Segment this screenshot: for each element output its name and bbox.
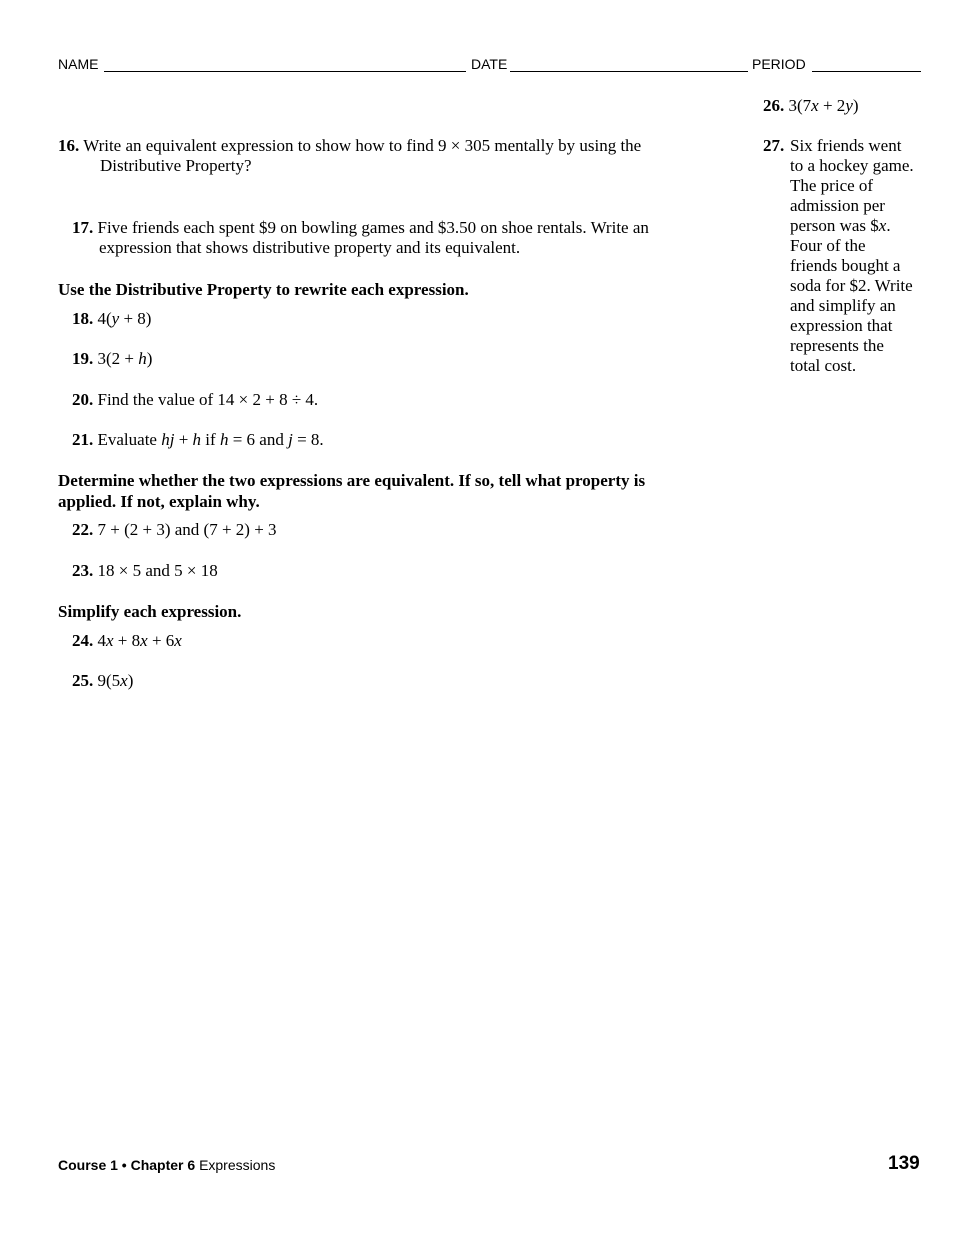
name-label: NAME [58, 56, 99, 72]
question-number: 18. [72, 309, 94, 328]
question-27 [763, 136, 784, 156]
question-26: 26. 3(7x + 2y) [763, 96, 859, 115]
question-text: Five friends each spent $9 on bowling games and $3.50 on shoe rentals. Write an expression that shows distributive property and its equivalent. [97, 218, 649, 257]
question-number: 16. [58, 136, 80, 155]
question-number: 26. [763, 96, 785, 115]
question-19: 19. 3(2 + h) [72, 349, 153, 368]
instruction-equivalent: Determine whether the two expressions are equivalent. If so, tell what property is applied. If not, explain why. [58, 471, 646, 511]
question-number: 21. [72, 430, 94, 449]
period-field-line[interactable] [812, 71, 921, 72]
question-number: 24. [72, 631, 94, 650]
question-24: 24. 4x + 8x + 6x [72, 631, 182, 650]
question-text: 18 × 5 and 5 × 18 [97, 561, 218, 580]
period-label: PERIOD [752, 56, 806, 72]
question-22 [72, 520, 277, 540]
question-25: 25. 9(5x) [72, 671, 134, 690]
question-23 [72, 561, 218, 581]
question-number: 19. [72, 349, 94, 368]
question-18: 18. 4(y + 8) [72, 309, 152, 328]
name-field-line[interactable] [104, 71, 466, 72]
question-text: Find the value of 14 × 2 + 8 ÷ 4. [97, 390, 319, 409]
question-text: 7 + (2 + 3) and (7 + 2) + 3 [97, 520, 277, 539]
instruction-distributive: Use the Distributive Property to rewrite each expression. [58, 280, 469, 299]
instruction-simplify: Simplify each expression. [58, 602, 242, 621]
question-number: 23. [72, 561, 94, 580]
question-number: 20. [72, 390, 94, 409]
question-27-text: Six friends went to a hockey game. The price of admission per person was $x. Four of the friends bought a soda for $2. Write and simplify an expression that represents the total cost. [790, 136, 914, 375]
question-21: 21. Evaluate hj + h if h = 6 and j = 8. [72, 430, 324, 449]
question-number: 17. [72, 218, 94, 237]
question-17 [72, 218, 682, 258]
question-number: 27. [763, 136, 785, 155]
page-number: 139 [888, 1153, 920, 1174]
question-number: 22. [72, 520, 94, 539]
question-20 [72, 390, 318, 410]
date-label: DATE [471, 56, 508, 72]
question-16 [58, 136, 688, 176]
date-field-line[interactable] [510, 71, 748, 72]
question-number: 25. [72, 671, 94, 690]
footer-course: Course 1 • Chapter 6 Expressions [58, 1157, 276, 1173]
question-text: Write an equivalent expression to show how to find 9 × 305 mentally by using the Distributive Property? [83, 136, 642, 175]
